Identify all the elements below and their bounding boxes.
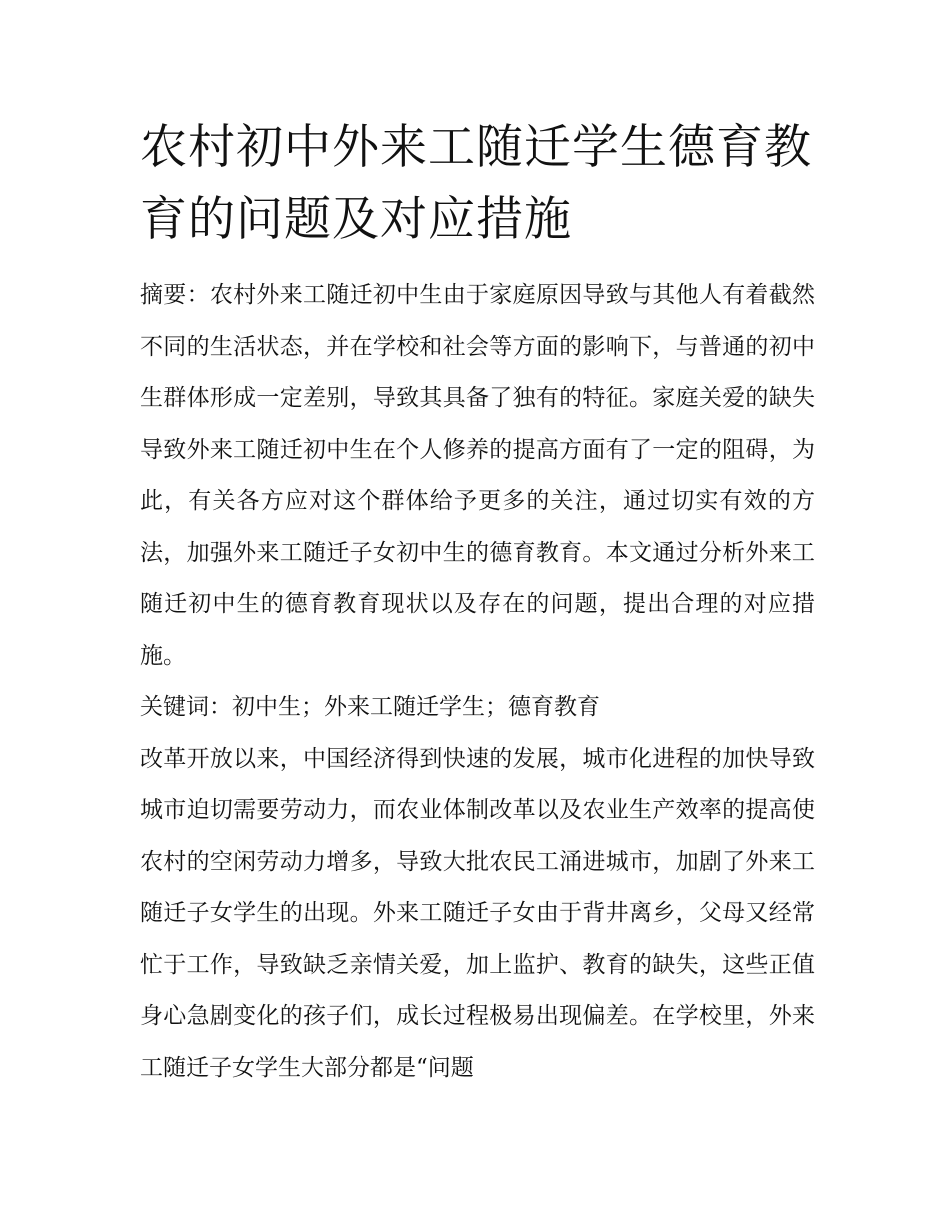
- abstract-paragraph: 摘要：农村外来工随迁初中生由于家庭原因导致与其他人有着截然不同的生活状态，并在学校和社会等方面的影响下，与普通的初中生群体形成一定差别，导致其具备了独有的特征。家庭关爱的缺失导致外来工随迁初中生在个人修养的提高方面有了一定的阻碍，为此，有关各方应对这个群体给予更多的关注，通过切实有效的方法，加强外来工随迁子女初中生的德育教育。本文通过分析外来工随迁初中生的德育教育现状以及存在的问题，提出合理的对应措施。: [140, 282, 815, 669]
- body-paragraph: 改革开放以来，中国经济得到快速的发展，城市化进程的加快导致城市迫切需要劳动力，而农业体制改革以及农业生产效率的提高使农村的空闲劳动力增多，导致大批农民工涌进城市，加剧了外来工随迁子女学生的出现。外来工随迁子女由于背井离乡，父母又经常忙于工作，导致缺乏亲情关爱，加上监护、教育的缺失，这些正值身心急剧变化的孩子们，成长过程极易出现偏差。在学校里，外来工随迁子女学生大部分都是“问题: [140, 745, 815, 1081]
- keywords-line: 关键词：初中生；外来工随迁学生；德育教育: [140, 694, 600, 720]
- document-page: [140, 112, 815, 1094]
- document-title: 农村初中外来工随迁学生德育教育的问题及对应措施: [140, 120, 812, 247]
